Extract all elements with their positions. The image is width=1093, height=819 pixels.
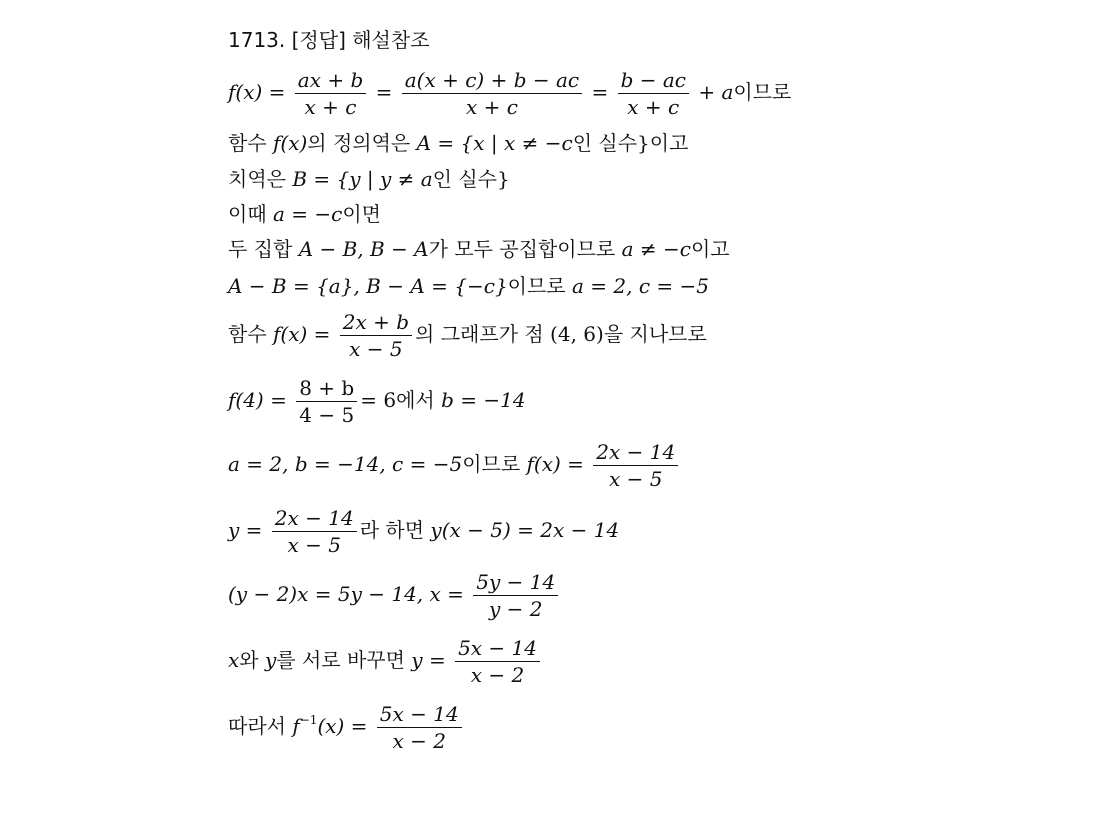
math-expression: (y − 2)x = 5y − 14, x = [228, 582, 464, 606]
math-expression: f(x) = [526, 452, 584, 476]
numerator: 2x − 14 [593, 440, 678, 466]
korean-text: 라 하면 [359, 518, 431, 542]
denominator: x + c [627, 95, 680, 119]
math-expression: (4, 6) [550, 322, 604, 346]
math-expression: a = 2, b = −14, c = −5 [228, 452, 463, 476]
math-expression: a = 2, c = −5 [572, 274, 709, 298]
math-expression: x [228, 648, 240, 672]
fraction [272, 506, 357, 557]
fraction [473, 570, 558, 621]
denominator: y − 2 [489, 597, 543, 621]
line-6 [228, 274, 709, 298]
numerator: a(x + c) + b − ac [402, 68, 582, 94]
korean-text: 이므로 [462, 452, 527, 476]
answer-text: 해설참조 [352, 28, 430, 52]
equals-sign: = [375, 80, 393, 104]
korean-text: 이고 [649, 131, 689, 155]
korean-text: 따라서 [228, 714, 293, 738]
line-7 [228, 310, 707, 361]
math-expression: a ≠ −c [621, 237, 691, 261]
numerator: ax + b [295, 68, 366, 94]
math-expression: y(x − 5) = 2x − 14 [430, 518, 620, 542]
korean-text: 인 실수 [572, 131, 638, 155]
korean-text: 인 실수 [432, 167, 497, 191]
math-expression: A = {x | x ≠ −c [416, 131, 573, 155]
equals-sign: = [591, 80, 609, 104]
equation-lhs: f(x) = [228, 80, 286, 104]
fraction [295, 68, 366, 119]
line-11 [228, 570, 561, 621]
numerator: 2x − 14 [272, 506, 357, 532]
numerator: 2x + b [340, 310, 412, 336]
fraction [618, 68, 689, 119]
numerator: 5x − 14 [455, 636, 540, 662]
denominator: x − 2 [392, 729, 446, 753]
korean-text: 가 모두 공집합이므로 [428, 237, 622, 261]
line-9 [228, 440, 681, 491]
korean-text: 를 서로 바꾸면 [276, 648, 412, 672]
math-expression: y = [411, 648, 446, 672]
fraction [455, 636, 540, 687]
line-3 [228, 167, 510, 191]
denominator: x + c [465, 95, 518, 119]
math-expression: } [497, 167, 510, 191]
math-expression: A − B = {a}, B − A = {−c} [228, 274, 508, 298]
line-1 [228, 68, 791, 119]
denominator: x − 2 [470, 663, 525, 687]
korean-text: 이므로 [733, 80, 792, 104]
korean-text: 이므로 [507, 274, 572, 298]
korean-text: 함수 [228, 131, 273, 155]
korean-text: 의 정의역은 [307, 131, 417, 155]
korean-text: 치역은 [228, 167, 293, 191]
fraction [593, 440, 678, 491]
korean-text: 을 지나므로 [603, 322, 707, 346]
math-expression: y [264, 648, 277, 672]
line-12 [228, 636, 543, 687]
korean-text: 에서 [396, 388, 442, 412]
math-expression: + a [698, 80, 734, 104]
math-expression: f(4) = [228, 388, 287, 412]
fraction [296, 376, 357, 427]
fraction [377, 702, 462, 753]
line-2 [228, 131, 688, 155]
fraction [340, 310, 412, 361]
korean-text: 이때 [228, 202, 273, 226]
korean-text: 이면 [342, 202, 381, 226]
math-expression: B = {y | y ≠ a [292, 167, 433, 191]
numerator: b − ac [618, 68, 689, 94]
korean-text: 함수 [228, 322, 273, 346]
line-5 [228, 237, 730, 261]
answer-tag: [정답] [291, 28, 346, 52]
fraction [402, 68, 582, 119]
denominator: 4 − 5 [299, 403, 355, 427]
math-expression: y = [228, 518, 263, 542]
denominator: x + c [304, 95, 357, 119]
korean-text: 이고 [690, 237, 730, 261]
problem-header [228, 28, 430, 52]
denominator: x − 5 [287, 533, 341, 557]
line-4 [228, 202, 381, 226]
korean-text: 와 [239, 648, 265, 672]
math-expression: = 6 [360, 388, 397, 412]
line-8 [228, 376, 526, 427]
numerator: 5x − 14 [377, 702, 462, 728]
math-expression: b = −14 [441, 388, 526, 412]
math-expression: a = −c [273, 202, 343, 226]
math-expression: f(x) = [273, 322, 331, 346]
math-expression: f [292, 714, 300, 738]
numerator: 8 + b [296, 376, 357, 402]
numerator: 5y − 14 [473, 570, 558, 596]
korean-text: 두 집합 [228, 237, 299, 261]
math-expression: f(x) [273, 131, 308, 155]
math-expression: A − B, B − A [298, 237, 429, 261]
math-expression: (x) = [317, 714, 368, 738]
line-10 [228, 506, 619, 557]
problem-number: 1713. [228, 28, 286, 52]
korean-text: 의 그래프가 점 [415, 322, 551, 346]
denominator: x − 5 [609, 467, 663, 491]
denominator: x − 5 [349, 337, 403, 361]
inverse-superscript: −1 [299, 713, 318, 727]
line-13 [228, 702, 465, 753]
math-expression: } [637, 131, 650, 155]
